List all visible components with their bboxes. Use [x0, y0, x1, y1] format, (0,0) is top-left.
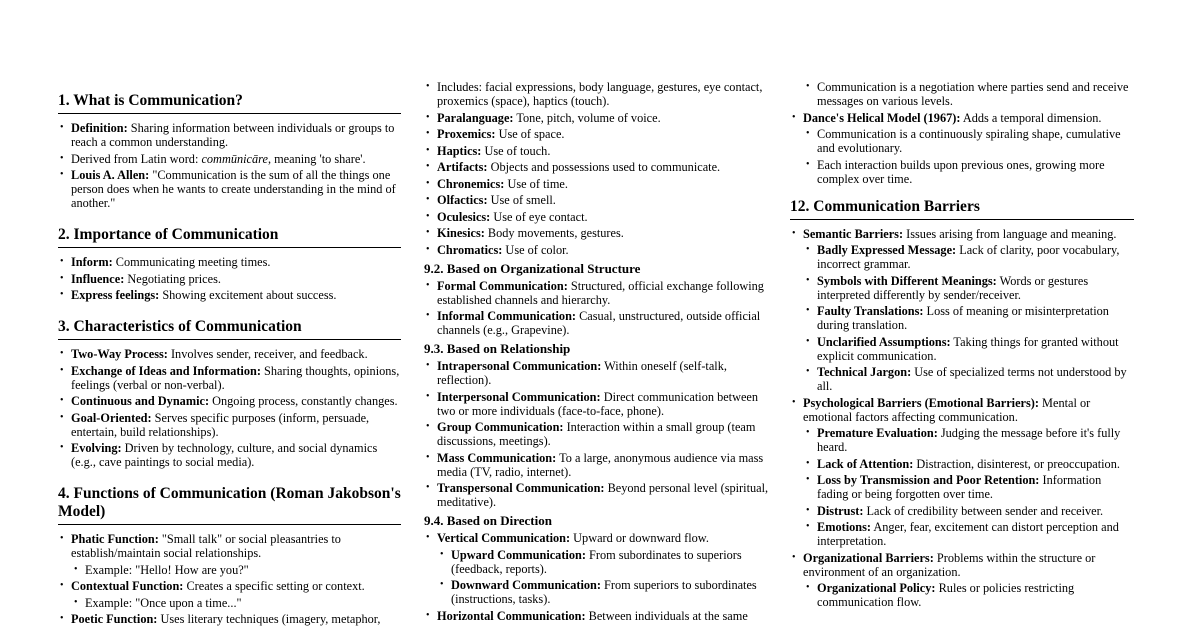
list-item: • Mass Communication: To a large, anonymous audience via mass media (TV, radio, internet).	[424, 451, 770, 479]
section-relationship	[424, 341, 770, 509]
section-functions	[58, 485, 401, 626]
list-item: • Each interaction builds upon previous ones, growing more complex over time.	[804, 158, 1134, 186]
list-item: • Contextual Function: Creates a specific setting or context.	[58, 579, 401, 593]
list-item: • Downward Communication: From superiors to subordinates (instructions, tasks).	[438, 578, 770, 606]
list-item: • Formal Communication: Structured, official exchange following established channels and hierarchy.	[424, 279, 770, 307]
list-item: • Horizontal Communication: Between individuals at the same	[424, 609, 770, 623]
list-item: • Emotions: Anger, fear, excitement can distort perception and interpretation.	[804, 520, 1134, 548]
subsection-title: 9.2. Based on Organizational Structure	[424, 260, 641, 276]
list-item: • Proxemics: Use of space.	[424, 127, 770, 141]
list-item: • Includes: facial expressions, body language, gestures, eye contact, proxemics (space), haptics (touch).	[424, 80, 770, 108]
bullet-list	[424, 359, 770, 509]
section-title: 3. Characteristics of Communication	[58, 318, 401, 340]
list-item: • Informal Communication: Casual, unstructured, outside official channels (e.g., Grapevine).	[424, 309, 770, 337]
list-item: • Evolving: Driven by technology, culture, and social dynamics (e.g., cave paintings to social media).	[58, 441, 401, 469]
list-item: • Semantic Barriers: Issues arising from language and meaning.	[790, 227, 1134, 241]
list-item: • Communication is a continuously spiraling shape, cumulative and evolutionary.	[804, 127, 1134, 155]
list-item: • Example: "Hello! How are you?"	[72, 563, 401, 577]
list-item: • Upward Communication: From subordinates to superiors (feedback, reports).	[438, 548, 770, 576]
bullet-list	[58, 347, 401, 469]
list-item: • Distrust: Lack of credibility between sender and receiver.	[804, 504, 1134, 518]
column-1	[58, 92, 401, 642]
list-item: • Chromatics: Use of color.	[424, 243, 770, 257]
list-item: • Unclarified Assumptions: Taking things for granted without explicit communication.	[804, 335, 1134, 363]
bullet-list	[58, 532, 401, 626]
list-item: • Vertical Communication: Upward or downward flow.	[424, 531, 770, 545]
section-title: 1. What is Communication?	[58, 92, 401, 114]
list-item: • Two-Way Process: Involves sender, receiver, and feedback.	[58, 347, 401, 361]
list-item: • Goal-Oriented: Serves specific purposes (inform, persuade, entertain, build relationships).	[58, 411, 401, 439]
list-item: • Continuous and Dynamic: Ongoing process, constantly changes.	[58, 394, 401, 408]
section-barriers	[790, 198, 1134, 610]
list-item: • Paralanguage: Tone, pitch, volume of voice.	[424, 111, 770, 125]
list-item: • Phatic Function: "Small talk" or social pleasantries to establish/maintain social relationships.	[58, 532, 401, 560]
bullet-list	[424, 531, 770, 623]
list-item: • Psychological Barriers (Emotional Barriers): Mental or emotional factors affecting communication.	[790, 396, 1134, 424]
subsection-title: 9.4. Based on Direction	[424, 513, 552, 528]
list-item: • Loss by Transmission and Poor Retention: Information fading or being forgotten over time.	[804, 473, 1134, 501]
list-item: • Kinesics: Body movements, gestures.	[424, 226, 770, 240]
bullet-list	[424, 80, 770, 257]
bullet-list	[790, 227, 1134, 610]
list-item: • Faulty Translations: Loss of meaning or misinterpretation during translation.	[804, 304, 1134, 332]
list-item: • Dance's Helical Model (1967): Adds a temporal dimension.	[790, 111, 1134, 125]
list-item: • Derived from Latin word: commūnicāre, meaning 'to share'.	[58, 152, 401, 166]
list-item: • Poetic Function: Uses literary techniques (imagery, metaphor,	[58, 612, 401, 626]
list-item: • Chronemics: Use of time.	[424, 177, 770, 191]
list-item: • Definition: Sharing information between individuals or groups to reach a common understanding.	[58, 121, 401, 149]
section-title: 2. Importance of Communication	[58, 226, 401, 248]
list-item: • Organizational Barriers: Problems within the structure or environment of an organization.	[790, 551, 1134, 579]
list-item: • Louis A. Allen: "Communication is the sum of all the things one person does when he wants to create understanding in the mind of another."	[58, 168, 401, 210]
section-importance	[58, 226, 401, 302]
list-item: • Express feelings: Showing excitement about success.	[58, 288, 401, 302]
section-what-is-communication	[58, 92, 401, 210]
list-item: • Haptics: Use of touch.	[424, 144, 770, 158]
list-item: • Oculesics: Use of eye contact.	[424, 210, 770, 224]
list-item: • Group Communication: Interaction within a small group (team discussions, meetings).	[424, 420, 770, 448]
list-item: • Artifacts: Objects and possessions used to communicate.	[424, 160, 770, 174]
list-item: • Organizational Policy: Rules or policies restricting communication flow.	[804, 581, 1134, 609]
list-item: • Technical Jargon: Use of specialized terms not understood by all.	[804, 365, 1134, 393]
section-characteristics	[58, 318, 401, 469]
list-item: • Lack of Attention: Distraction, disinterest, or preoccupation.	[804, 457, 1134, 471]
section-title: 12. Communication Barriers	[790, 198, 1134, 220]
list-item: • Transpersonal Communication: Beyond personal level (spiritual, meditative).	[424, 481, 770, 509]
bullet-list	[790, 80, 1134, 186]
list-item: • Olfactics: Use of smell.	[424, 193, 770, 207]
bullet-list	[58, 121, 401, 210]
list-item: • Influence: Negotiating prices.	[58, 272, 401, 286]
section-direction	[424, 513, 770, 623]
section-organizational-structure	[424, 261, 770, 338]
bullet-list	[58, 255, 401, 302]
column-3	[790, 80, 1134, 612]
list-item: • Example: "Once upon a time..."	[72, 596, 401, 610]
list-item: • Communication is a negotiation where parties send and receive messages on various levels.	[804, 80, 1134, 108]
list-item: • Badly Expressed Message: Lack of clarity, poor vocabulary, incorrect grammar.	[804, 243, 1134, 271]
bullet-list	[424, 279, 770, 338]
list-item: • Interpersonal Communication: Direct communication between two or more individuals (face-to-face, phone).	[424, 390, 770, 418]
subsection-title: 9.3. Based on Relationship	[424, 341, 571, 356]
list-item: • Symbols with Different Meanings: Words or gestures interpreted differently by sender/receiver.	[804, 274, 1134, 302]
list-item: • Premature Evaluation: Judging the message before it's fully heard.	[804, 426, 1134, 454]
column-2	[424, 80, 770, 625]
list-item: • Intrapersonal Communication: Within oneself (self-talk, reflection).	[424, 359, 770, 387]
list-item: • Inform: Communicating meeting times.	[58, 255, 401, 269]
list-item: • Exchange of Ideas and Information: Sharing thoughts, opinions, feelings (verbal or non-verbal).	[58, 364, 401, 392]
section-title: 4. Functions of Communication (Roman Jakobson's Model)	[58, 485, 401, 525]
